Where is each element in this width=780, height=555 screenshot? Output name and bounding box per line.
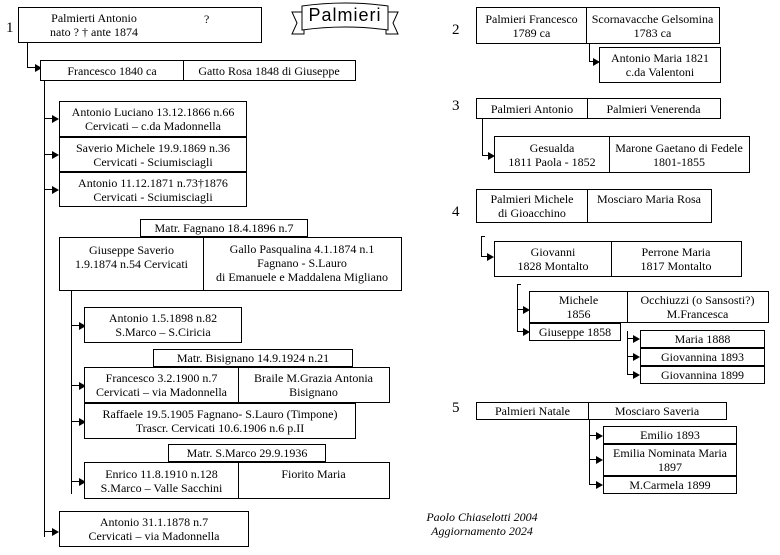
husband-birth: 1856: [566, 307, 591, 321]
husband-place: Cervicati – via Madonnella: [96, 385, 227, 399]
child-name: Antonio 31.1.1878 n.7: [99, 515, 209, 529]
section-number-5: 5: [452, 400, 460, 416]
couple-enrico-1910: [84, 462, 390, 499]
child-antonio-1878: [59, 511, 249, 547]
root-couple: [18, 7, 262, 43]
credit-update: Aggiornamento 2024: [431, 524, 533, 538]
child-place: S.Marco – S.Ciricia: [115, 325, 211, 339]
s4-child-giovannina-1899: [640, 366, 765, 384]
child-name: Maria 1888: [674, 332, 731, 346]
husband-father: di Gioacchino: [498, 206, 566, 220]
marriage-record: Matr. Bisignano 14.9.1924 n.21: [176, 351, 330, 365]
husband-name: Giuseppe Saverio: [89, 243, 174, 257]
wife-name: Scornavacche Gelsomina: [591, 11, 714, 26]
child-transcription: Trascr. Cervicati 10.6.1906 n.6 p.II: [135, 421, 305, 435]
husband-place: S.Marco – Valle Sacchini: [100, 480, 223, 495]
s4-couple: [476, 189, 712, 223]
s5-child-emilia: [603, 444, 737, 476]
husband-name: Palmieri Antonio: [490, 101, 574, 116]
spouse-name: Marone Gaetano di Fedele: [615, 140, 743, 155]
marriage-record: Matr. Fagnano 18.4.1896 n.7: [154, 221, 294, 235]
child-antonio-1898: [84, 307, 242, 343]
s2-child-antonio-maria: [599, 47, 721, 83]
husband-birth: 1.9.1874 n.54 Cervicati: [75, 257, 188, 271]
spouse-dates: 1801-1855: [653, 154, 705, 169]
child-place: Cervicati - Sciumisciagli: [93, 189, 213, 204]
child-birth: 1897: [658, 460, 682, 474]
s4-child-giovannina-1893: [640, 348, 765, 366]
wife-birth: 1817 Montalto: [640, 259, 712, 273]
husband-name: Francesco 3.2.1900 n.7: [105, 371, 218, 385]
marriage-bisignano-1924: [153, 349, 353, 367]
child-place: Cervicati – c.da Madonnella: [85, 119, 221, 133]
s5-couple: [476, 402, 727, 420]
child-name: Giuseppe 1858: [538, 325, 612, 339]
wife-name: Mosciaro Maria Rosa: [597, 192, 701, 206]
child-name: M.Carmela 1899: [629, 478, 711, 492]
wife-name: Occhiuzzi (o Sansosti?): [640, 293, 755, 307]
section-number-1: 1: [6, 20, 14, 36]
s4-child-maria: [640, 330, 765, 348]
child-raffaele-1905: [84, 403, 356, 439]
child-place: Cervicati - Sciumisciagli: [93, 154, 213, 169]
husband-birth: 1789 ca: [512, 25, 551, 40]
child-name: Antonio Maria 1821: [611, 51, 709, 65]
child-antonio-1871: [59, 172, 247, 207]
wife-name: Fiorito Maria: [281, 466, 346, 481]
gen1-wife: Gatto Rosa 1848 di Giuseppe: [198, 63, 340, 78]
root-dates: nato ? † ante 1874: [50, 25, 138, 39]
child-name: Gesualda: [529, 140, 575, 155]
child-name: Giovannina 1893: [661, 350, 744, 364]
husband-name: Palmieri Natale: [495, 404, 570, 418]
s4-gen2-couple: [529, 291, 769, 323]
marriage-record: Matr. S.Marco 29.9.1936: [186, 446, 308, 460]
wife-name: Palmieri Venerenda: [606, 101, 701, 116]
s3-child-couple: [494, 136, 750, 173]
wife-name: Braile M.Grazia Antonia: [254, 371, 373, 385]
husband-birth: 1828 Montalto: [517, 259, 589, 273]
child-name: Emilia Nominata Maria: [613, 446, 727, 460]
gen1-husband: Francesco 1840 ca: [67, 63, 157, 78]
credit: [400, 510, 564, 538]
child-name: Raffaele 19.5.1905 Fagnano- S.Lauro (Timpone): [102, 407, 338, 421]
section-number-2: 2: [452, 22, 460, 38]
couple-francesco-1900: [84, 367, 390, 403]
child-place: Cervicati – via Madonnella: [88, 529, 220, 543]
husband-name: Giovanni: [530, 245, 576, 259]
s4-gen1-couple: [494, 241, 742, 277]
wife-place: Fagnano - S.Lauro: [257, 256, 347, 270]
child-name: Saverio Michele 19.9.1869 n.36: [76, 140, 230, 155]
wife-birth: 1783 ca: [633, 25, 672, 40]
child-saverio-michele: [59, 137, 247, 172]
child-antonio-luciano: [59, 101, 247, 137]
root-name: Palmierti Antonio: [51, 11, 137, 25]
wife-name: Gallo Pasqualina 4.1.1874 n.1: [229, 242, 375, 256]
husband-name: Palmieri Francesco: [485, 11, 578, 26]
s5-child-mcarmela: [603, 476, 737, 494]
root-spouse-unknown: ?: [204, 12, 210, 26]
child-name: Emilio 1893: [640, 428, 700, 442]
s5-child-emilio: [603, 426, 737, 444]
wife-name-2: M.Francesca: [666, 307, 729, 321]
credit-author: Paolo Chiaselotti 2004: [426, 510, 538, 524]
wife-name: Mosciaro Saveria: [614, 404, 700, 418]
husband-name: Michele: [558, 293, 599, 307]
husband-name: Palmieri Michele: [490, 192, 574, 206]
section-number-4: 4: [452, 204, 460, 220]
child-dates: 1811 Paola - 1852: [508, 154, 596, 169]
child-name: Antonio Luciano 13.12.1866 n.66: [71, 105, 235, 119]
gen1-couple: [40, 60, 356, 81]
wife-parents: di Emanuele e Maddalena Migliano: [216, 270, 388, 284]
section-number-3: 3: [452, 98, 460, 114]
child-name: Giovannina 1899: [661, 368, 744, 382]
husband-name: Enrico 11.8.1910 n.128: [105, 466, 218, 481]
s3-couple: [476, 98, 721, 119]
wife-name: Perrone Maria: [641, 245, 711, 259]
wife-place: Bisignano: [289, 385, 338, 399]
page-title: Palmieri: [308, 5, 382, 25]
s4-giuseppe-1858: [529, 323, 621, 341]
child-place: c.da Valentoni: [625, 65, 695, 79]
s2-couple: [476, 7, 720, 44]
child-name: Antonio 1.5.1898 n.82: [108, 311, 218, 325]
couple-giuseppe-saverio: [59, 237, 402, 291]
child-name: Antonio 11.12.1871 n.73†1876: [78, 175, 228, 190]
